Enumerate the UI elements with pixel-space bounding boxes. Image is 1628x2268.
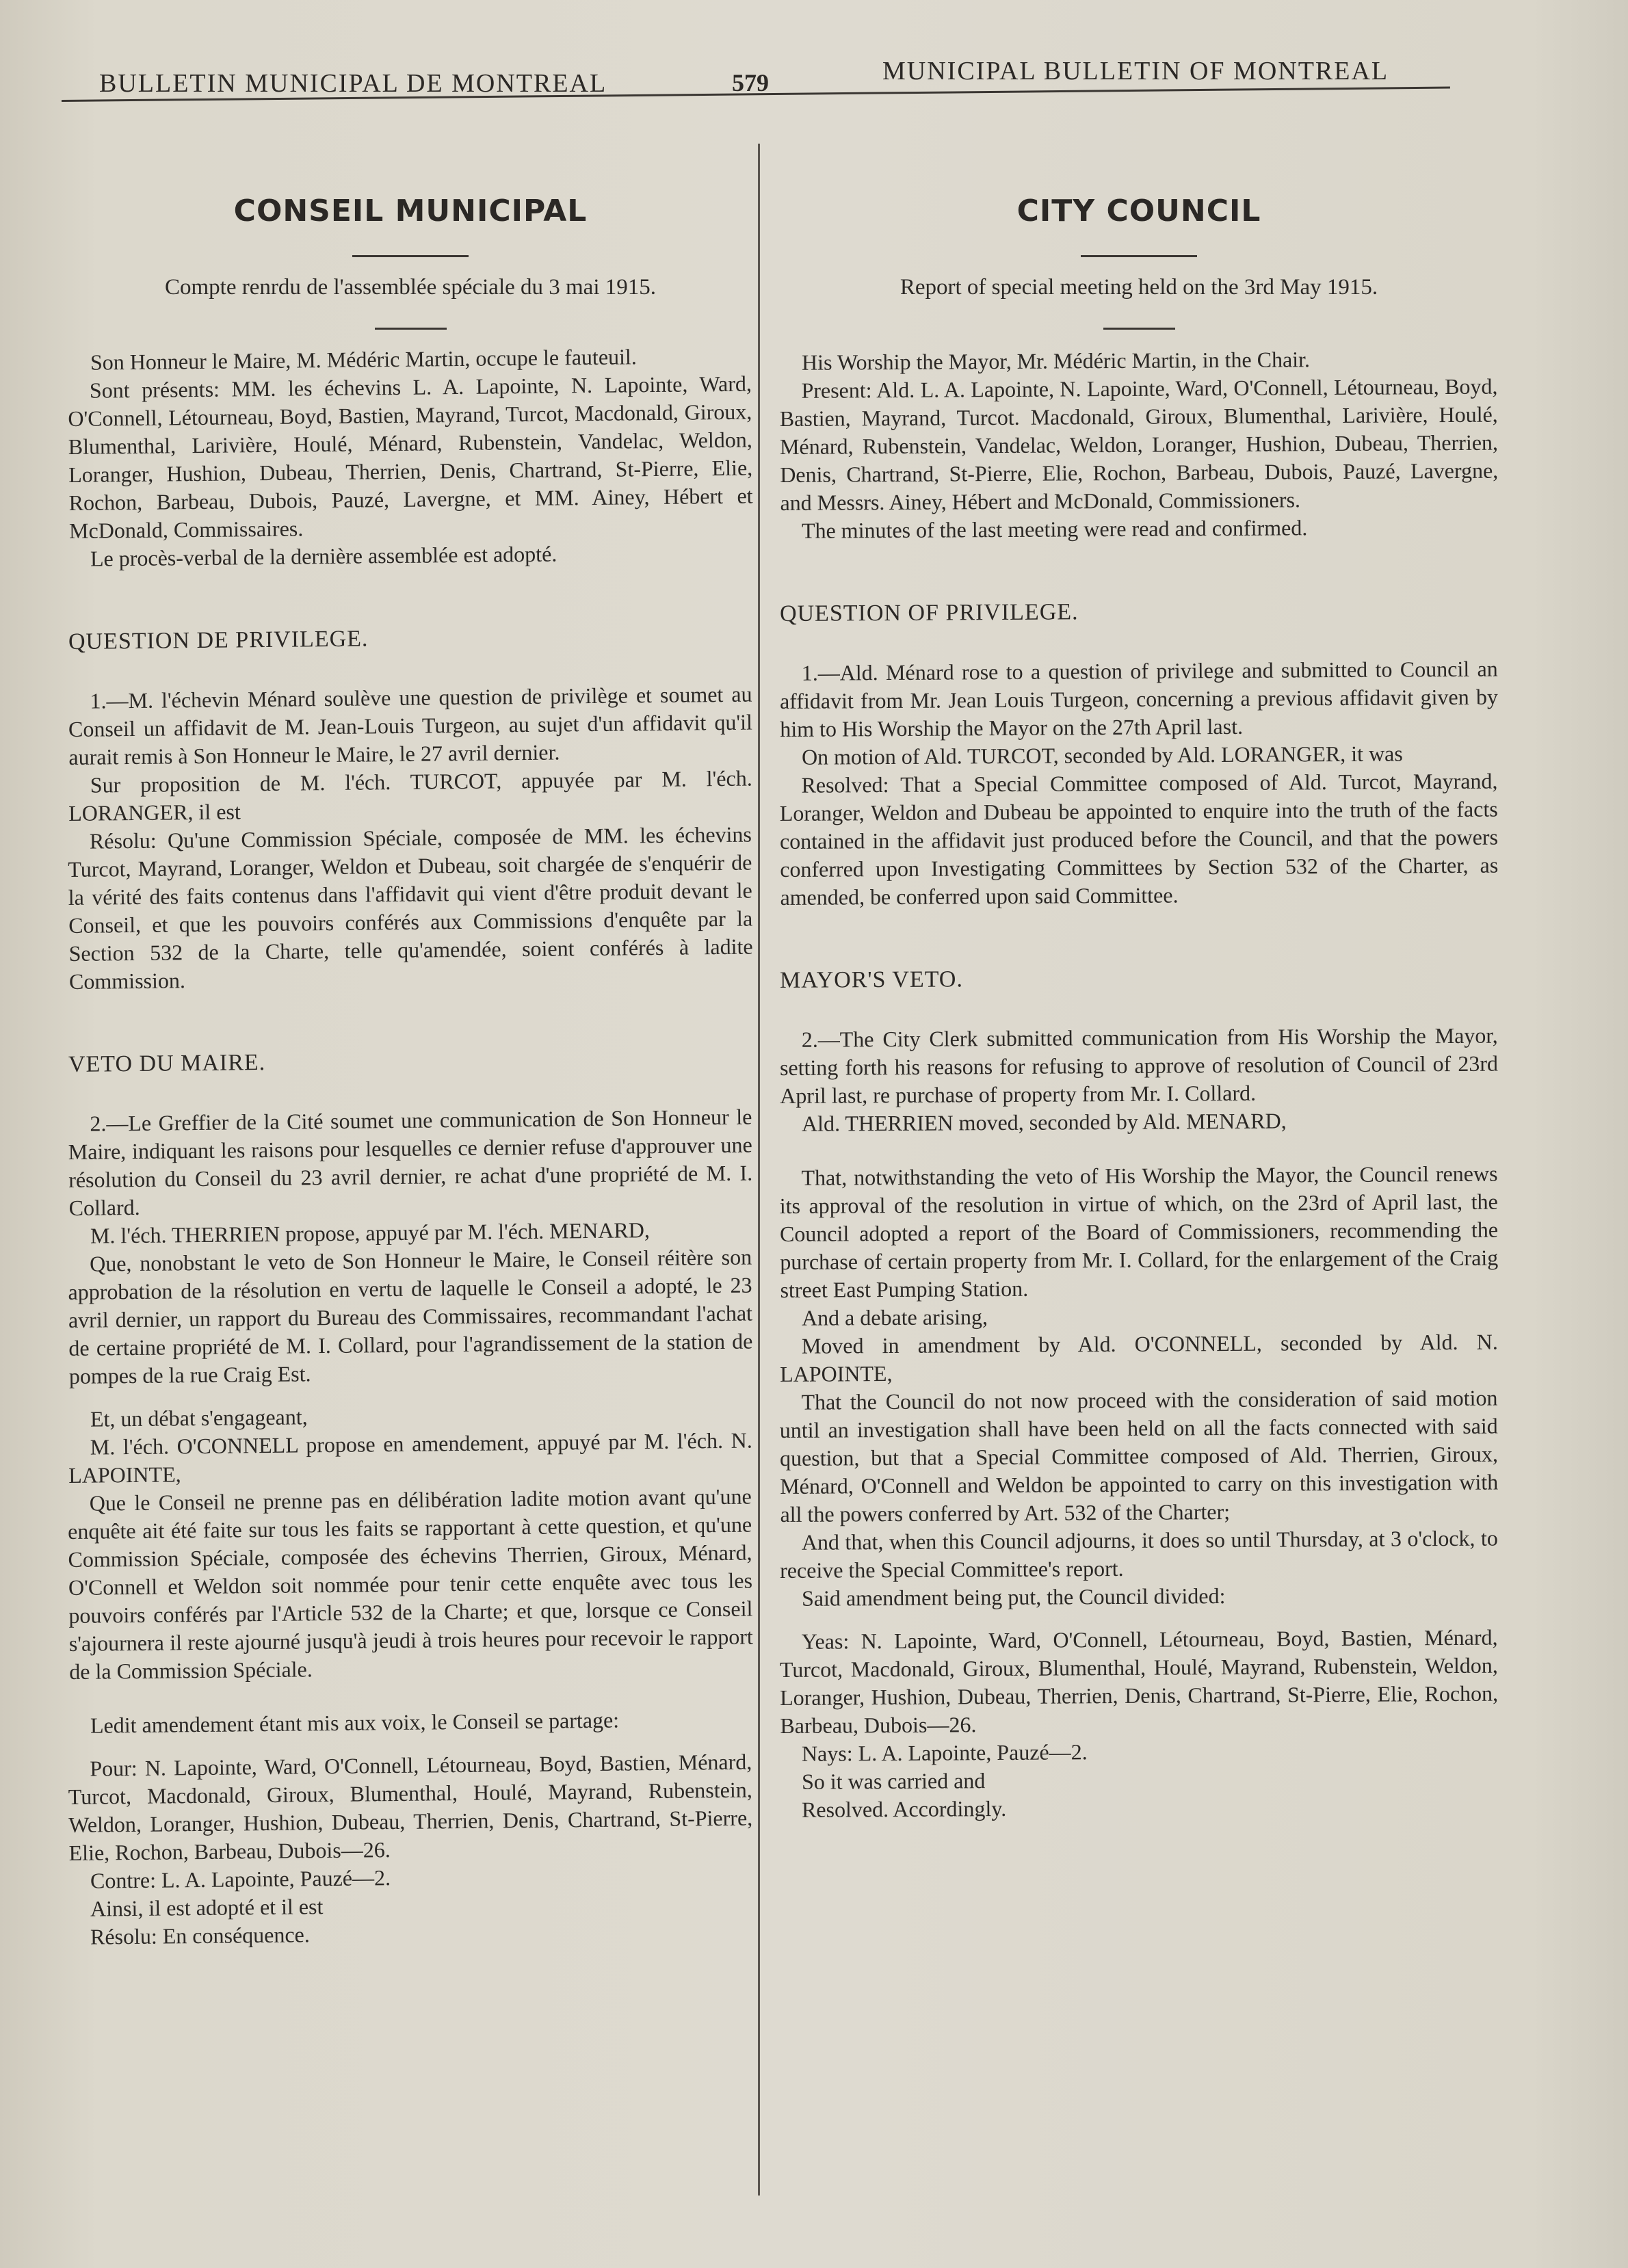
fr-veto-paragraph-4: Et, un débat s'engageant,: [90, 1404, 308, 1432]
fr-privilege-paragraph-1: 1.—M. l'échevin Ménard soulève une question de privilège et soumet au Conseil un affidavit de M. Jean-Louis Turgeon, au sujet d'un affidavit qu'il aurait remis à Son Honneur le Maire, le 27 avril dernier.: [68, 681, 753, 769]
en-vote-paragraph-3: Nays: L. A. Lapointe, Pauzé—2.: [801, 1739, 1088, 1766]
fr-privilege-heading: QUESTION DE PRIVILEGE.: [68, 626, 369, 655]
en-veto-paragraph-7: And that, when this Council adjourns, it does so until Thursday, at 3 o'clock, to receive the Special Committee's report.: [780, 1525, 1498, 1583]
title-rule: [352, 255, 469, 257]
french-column: [68, 144, 752, 1951]
en-vote-paragraph-2: Yeas: N. Lapointe, Ward, O'Connell, Létourneau, Boyd, Bastien, Ménard, Turcot, Macdonald, Giroux, Blumenthal, Houlé, Mayrand, Rubenstein, Weldon, Loranger, Hushion, Dubeau, Therrien, Denis, Chartrand, St-Pierre, Elie, Rochon, Barbeau, Dubois—26.: [779, 1624, 1499, 1738]
en-present-paragraph: Present: Ald. L. A. Lapointe, N. Lapointe, Ward, O'Connell, Létourneau, Boyd, Bastien, Mayrand, Turcot. Macdonald, Giroux, Blumenthal, Larivière, Houlé, Ménard, Rubenstein, Vandelac, Weldon, Loranger, Hushion, Dubeau, Therrien, Denis, Chartrand, St-Pierre, Elie, Rochon, Barbeau, Dubois, Pauzé, Lavergne, and Messrs. Ainey, Hébert and McDonald, Commissioners.: [779, 373, 1499, 515]
fr-privilege-paragraph-2: Sur proposition de M. l'éch. TURCOT, appuyée par M. l'éch. LORANGER, il est: [68, 765, 752, 826]
fr-veto-heading: VETO DU MAIRE.: [68, 1049, 266, 1077]
fr-veto-paragraph-2: M. l'éch. THERRIEN propose, appuyé par M. l'éch. MENARD,: [90, 1217, 651, 1248]
en-privilege-paragraph-1: 1.—Ald. Ménard rose to a question of privilege and submitted to Council an affidavit from Mr. Jean Louis Turgeon, concerning a previous affidavit given by him to His Worship the Mayor on the 27th April last.: [779, 656, 1499, 741]
fr-veto-paragraph-5: M. l'éch. O'CONNELL propose en amendement, appuyé par M. l'éch. N. LAPOINTE,: [68, 1427, 752, 1488]
page-number: 579: [732, 69, 769, 96]
en-veto-paragraph-4: And a debate arising,: [801, 1304, 988, 1330]
english-subtitle: Report of special meeting held on the 3rd May 1915.: [900, 275, 1378, 300]
subtitle-rule: [375, 328, 447, 330]
fr-present-paragraph: Sont présents: MM. les échevins L. A. Lapointe, N. Lapointe, Ward, O'Connell, Létourneau, Boyd, Bastien, Mayrand, Turcot, Macdonald, Giroux, Blumenthal, Larivière, Houlé, Ménard, Rubenstein, Vandelac, Weldon, Loranger, Hushion, Dubeau, Therrien, Denis, Chartrand, St-Pierre, Elie, Rochon, Barbeau, Dubois, Pauzé, Lavergne, et MM. Ainey, Hébert et McDonald, Commissaires.: [68, 371, 753, 543]
french-subtitle: Compte renrdu de l'assemblée spéciale du 3 mai 1915.: [165, 275, 656, 300]
header-right-title: MUNICIPAL BULLETIN OF MONTREAL: [882, 57, 1389, 85]
en-privilege-heading: QUESTION OF PRIVILEGE.: [779, 599, 1079, 627]
fr-vote-paragraph-5: Résolu: En conséquence.: [90, 1922, 310, 1949]
fr-vote-paragraph-4: Ainsi, il est adopté et il est: [90, 1894, 324, 1921]
english-title: CITY COUNCIL: [1016, 194, 1261, 228]
en-privilege-paragraph-2: On motion of Ald. TURCOT, seconded by Ald. LORANGER, it was: [801, 741, 1403, 769]
subtitle-rule: [1103, 328, 1175, 330]
en-veto-paragraph-2: Ald. THERRIEN moved, seconded by Ald. MENARD,: [801, 1108, 1287, 1136]
fr-vote-paragraph-1: Ledit amendement étant mis aux voix, le Conseil se partage:: [90, 1707, 620, 1738]
en-vote-paragraph-5: Resolved. Accordingly.: [801, 1795, 1007, 1822]
page-header: [62, 41, 1450, 106]
fr-vote-paragraph-2: Pour: N. Lapointe, Ward, O'Connell, Létourneau, Boyd, Bastien, Ménard, Turcot, Macdonald, Giroux, Blumenthal, Houlé, Mayrand, Rubenstein, Weldon, Loranger, Hushion, Dubeau, Therrien, Denis, Chartrand, St-Pierre, Elie, Rochon, Barbeau, Dubois—26.: [68, 1749, 753, 1865]
en-privilege-paragraph-3: Resolved: That a Special Committee composed of Ald. Turcot, Mayrand, Loranger, Weldon and Dubeau be appointed to enquire into the truth of the facts contained in the affidavit just produced before the Council, and that the powers conferred upon Investigating Committees by Section 532 of the Charter, as amended, be conferred upon said Committee.: [779, 768, 1499, 910]
fr-veto-paragraph-3: Que, nonobstant le veto de Son Honneur le Maire, le Conseil réitère son approbation de la résolution en vertu de laquelle le Conseil a adopté, le 23 avril dernier, un rapport du Bureau des Commissaires, recommandant l'achat de certaine propriété de M. I. Collard, pour l'agrandissement de la station de pompes de la rue Craig Est.: [68, 1244, 753, 1388]
fr-minutes-paragraph: Le procès-verbal de la dernière assemblée est adopté.: [90, 541, 557, 571]
en-veto-paragraph-1: 2.—The City Clerk submitted communication from His Worship the Mayor, setting forth his reasons for refusing to approve of resolution of Council of 23rd April last, re purchase of property from Mr. I. Collard.: [779, 1023, 1499, 1108]
fr-privilege-paragraph-3: Résolu: Qu'une Commission Spéciale, composée de MM. les échevins Turcot, Mayrand, Loranger, Weldon et Dubeau, soit chargée de s'enquérir de la vérité des faits contenus dans l'affidavit qui vient d'être produit devant le Conseil, et que les pouvoirs conférés aux Commissions d'enquête par la Section 532 de la Charte, telle qu'amendée, soient conférés à ladite Commission.: [68, 821, 753, 994]
fr-veto-paragraph-6: Que le Conseil ne prenne pas en délibération ladite motion avant qu'une enquête ait été faite sur tous les faits se rapportant à cette question, et qu'une Commission Spéciale, composée des échevins Therrien, Giroux, Ménard, O'Connell et Weldon soit nommée pour tenir cette enquête avec tous les pouvoirs conférés par l'Article 532 de la Charte; et que, lorsque ce Conseil s'ajournera il reste ajourné jusqu'à jeudi à trois heures pour recevoir le rapport de la Commission Spéciale.: [67, 1484, 753, 1684]
english-column: [780, 144, 1498, 1824]
en-veto-paragraph-6: That the Council do not now proceed with the consideration of said motion until an investigation shall have been held on all the facts connected with said question, but that a Special Committee composed of Ald. Therrien, Giroux, Ménard, O'Connell and Weldon be appointed to carry on this investigation with all the powers conferred by Art. 532 of the Charter;: [779, 1385, 1499, 1527]
en-vote-paragraph-4: So it was carried and: [801, 1768, 986, 1794]
en-veto-paragraph-5: Moved in amendment by Ald. O'CONNELL, seconded by Ald. N. LAPOINTE,: [780, 1329, 1498, 1386]
fr-veto-paragraph-1: 2.—Le Greffier de la Cité soumet une communication de Son Honneur le Maire, indiquant les raisons pour lesquelles ce dernier refuse d'approuver une résolution du Conseil du 23 avril dernier, re achat d'une propriété de M. I. Collard.: [68, 1104, 753, 1220]
en-vote-paragraph-1: Said amendment being put, the Council divided:: [801, 1583, 1226, 1611]
en-veto-paragraph-3: That, notwithstanding the veto of His Worship the Mayor, the Council renews its approval of the resolution in virtue of which, on the 23rd of April last, the Council adopted a report of the Board of Commissioners, recommending the purchase of certain property from Mr. I. Collard, for the enlargement of the Craig street East Pumping Station.: [779, 1161, 1499, 1302]
fr-vote-paragraph-3: Contre: L. A. Lapointe, Pauzé—2.: [90, 1865, 391, 1893]
fr-chair-paragraph: Son Honneur le Maire, M. Médéric Martin, occupe le fauteuil.: [90, 344, 637, 375]
french-title: CONSEIL MUNICIPAL: [233, 194, 588, 228]
column-divider: [758, 144, 760, 2196]
header-left-title: BULLETIN MUNICIPAL DE MONTREAL: [99, 69, 607, 98]
en-minutes-paragraph: The minutes of the last meeting were read and confirmed.: [801, 515, 1308, 543]
en-veto-heading: MAYOR'S VETO.: [779, 966, 964, 993]
title-rule: [1081, 255, 1197, 257]
en-chair-paragraph: His Worship the Mayor, Mr. Médéric Martin, in the Chair.: [801, 347, 1311, 375]
